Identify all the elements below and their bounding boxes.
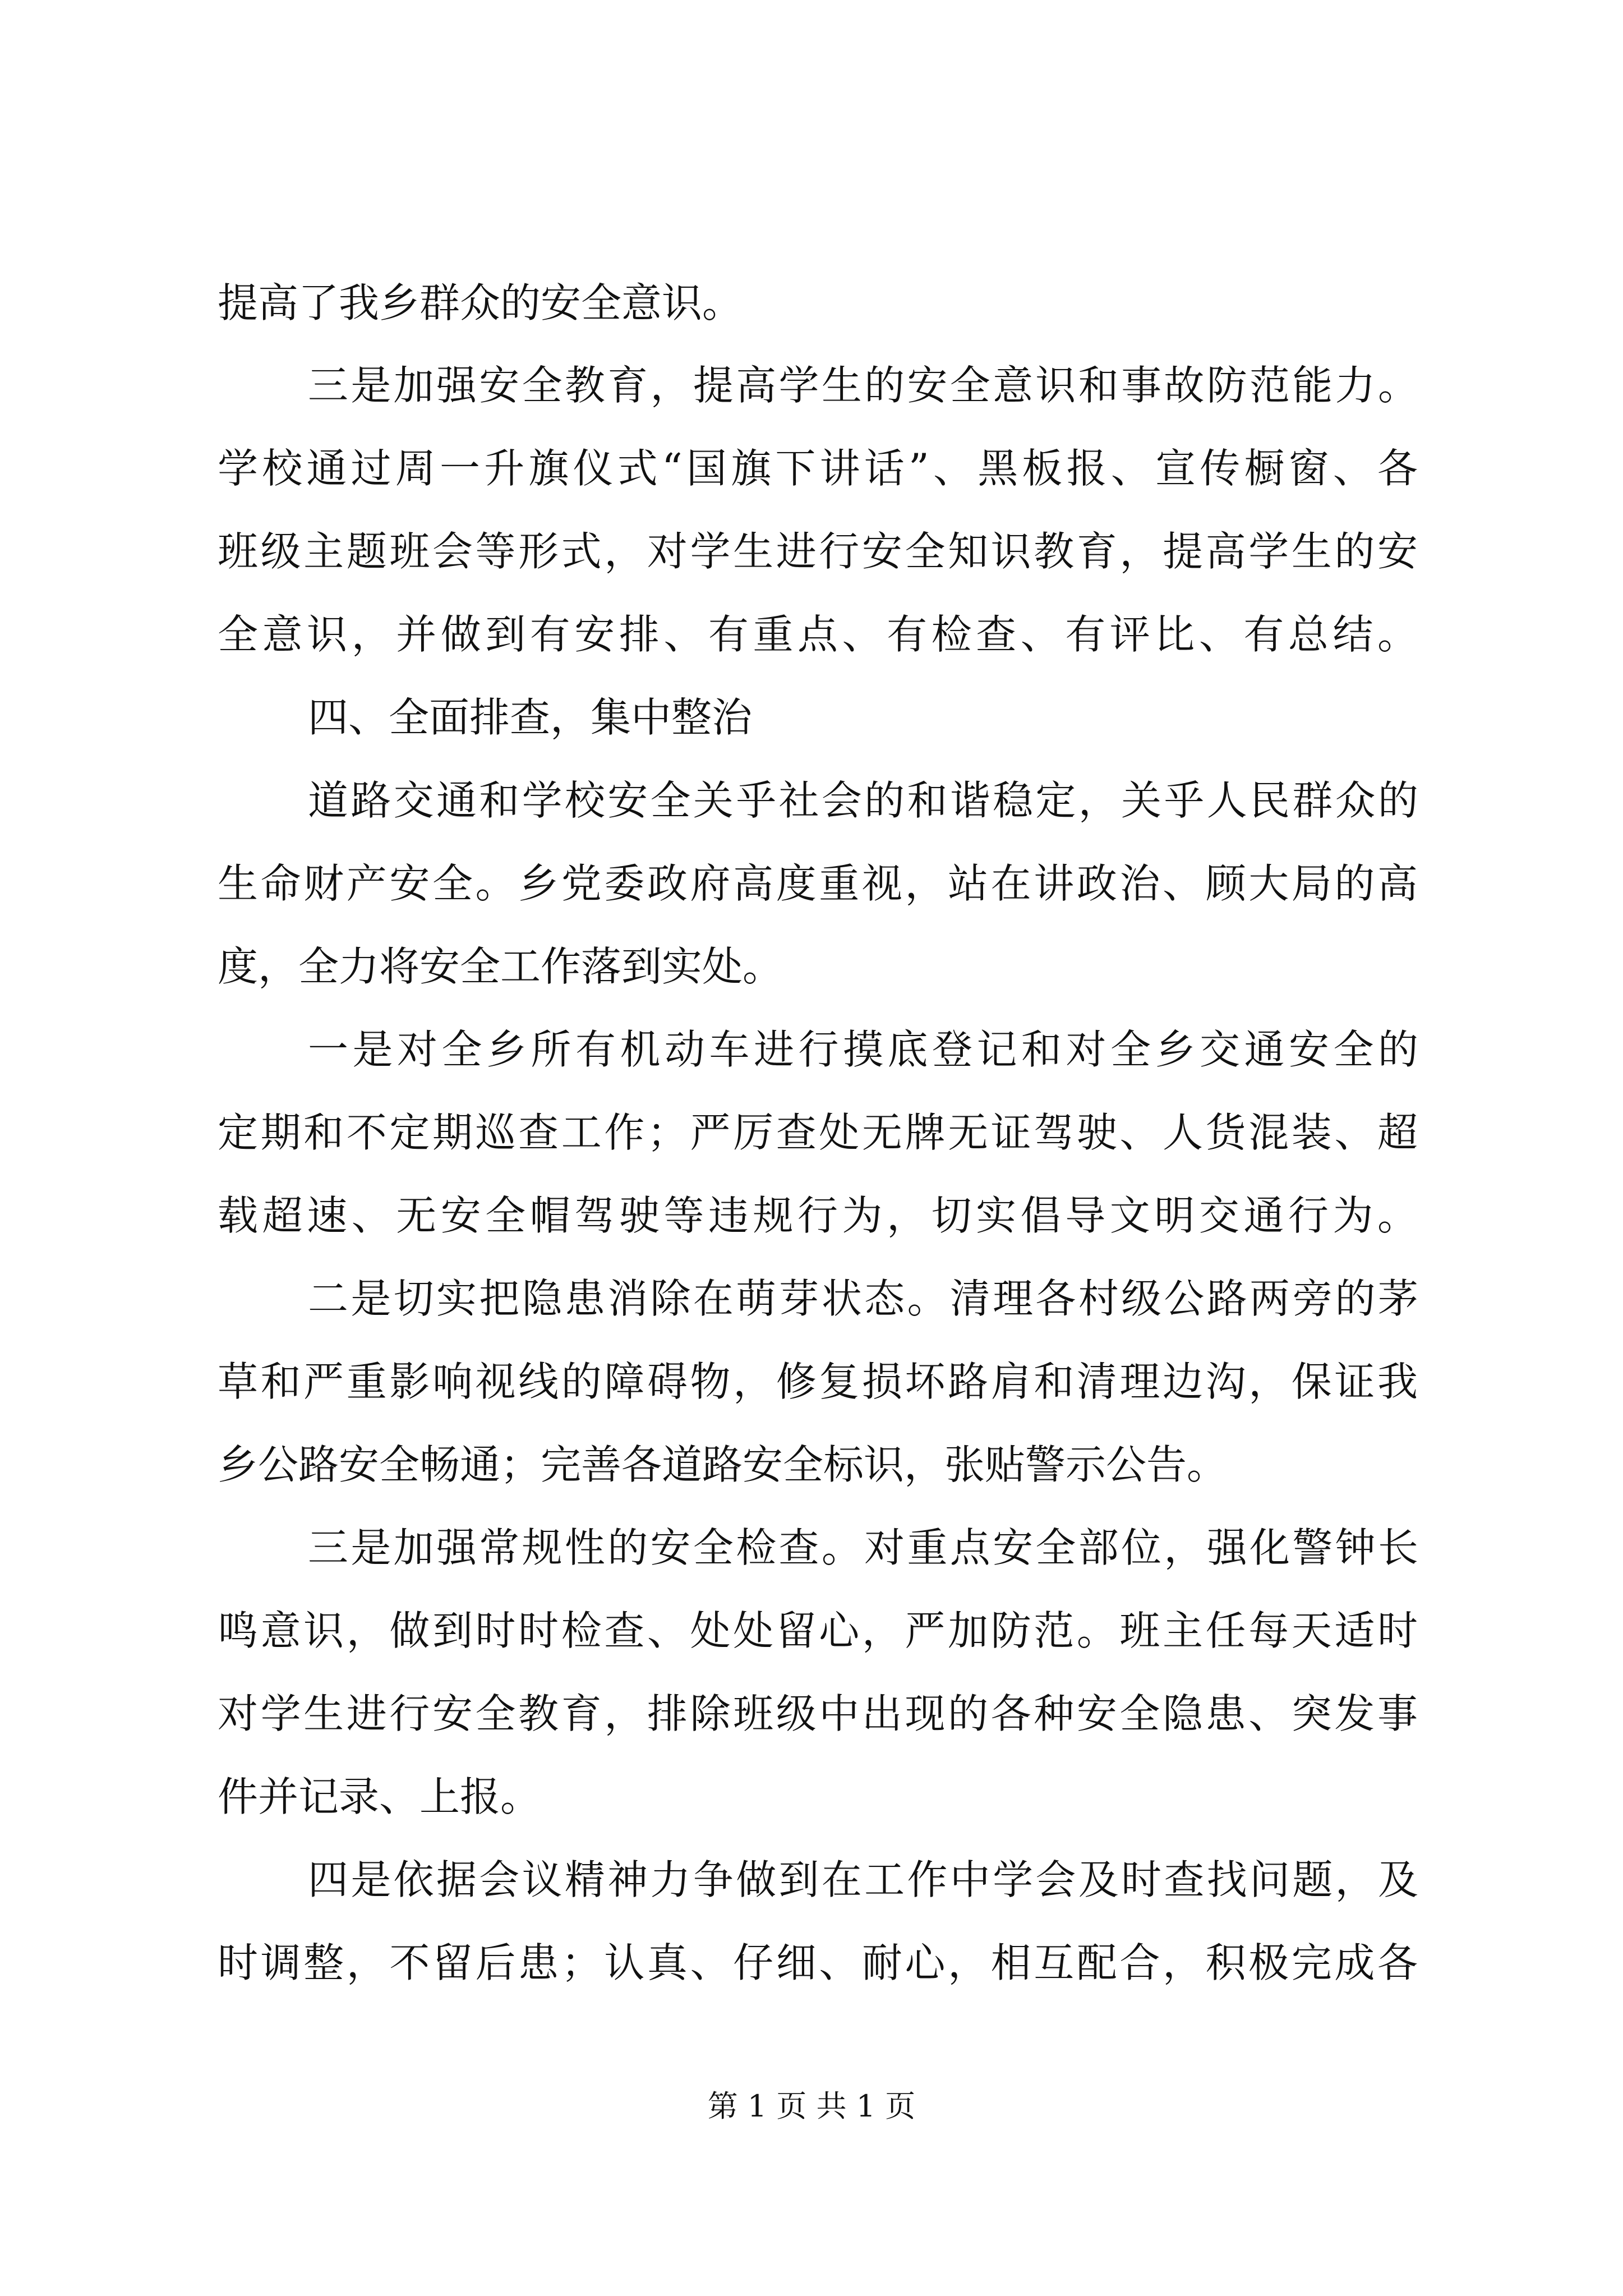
section-heading: 四、全面排查，集中整治: [308, 694, 753, 741]
paragraph-first-line: 四是依据会议精神力争做到在工作中学会及时查找问题，及: [308, 1856, 1418, 1903]
paragraph-first-line: 三是加强安全教育，提高学生的安全意识和事故防范能力。: [308, 362, 1418, 409]
paragraph-first-line: 一是对全乡所有机动车进行摸底登记和对全乡交通安全的: [308, 1026, 1418, 1073]
text-line: 度，全力将安全工作落到实处。: [218, 943, 783, 990]
text-line: 定期和不定期巡查工作；严厉查处无牌无证驾驶、人货混装、超: [218, 1109, 1418, 1156]
text-line: 草和严重影响视线的障碍物，修复损坏路肩和清理边沟，保证我: [218, 1358, 1418, 1405]
paragraph-first-line: 道路交通和学校安全关乎社会的和谐稳定，关乎人民群众的: [308, 777, 1418, 824]
paragraph-first-line: 三是加强常规性的安全检查。对重点安全部位，强化警钟长: [308, 1524, 1418, 1571]
text-line: 载超速、无安全帽驾驶等违规行为，切实倡导文明交通行为。: [218, 1192, 1418, 1239]
text-line: 学校通过周一升旗仪式“国旗下讲话”、黑板报、宣传橱窗、各: [218, 445, 1418, 492]
text-line: 生命财产安全。乡党委政府高度重视，站在讲政治、顾大局的高: [218, 860, 1418, 907]
page-number-footer: 第 1 页 共 1 页: [707, 2088, 916, 2124]
text-line: 件并记录、上报。: [218, 1773, 541, 1820]
text-line: 班级主题班会等形式，对学生进行安全知识教育，提高学生的安: [218, 528, 1418, 575]
paragraph-first-line: 二是切实把隐患消除在萌芽状态。清理各村级公路两旁的茅: [308, 1275, 1418, 1322]
text-line: 全意识，并做到有安排、有重点、有检查、有评比、有总结。: [218, 611, 1418, 658]
text-line: 提高了我乡群众的安全意识。: [218, 279, 743, 326]
text-line: 鸣意识，做到时时检查、处处留心，严加防范。班主任每天适时: [218, 1607, 1418, 1654]
text-line: 时调整，不留后患；认真、仔细、耐心，相互配合，积极完成各: [218, 1939, 1418, 1986]
text-line: 对学生进行安全教育，排除班级中出现的各种安全隐患、突发事: [218, 1690, 1418, 1737]
text-line: 乡公路安全畅通；完善各道路安全标识，张贴警示公告。: [218, 1441, 1228, 1488]
